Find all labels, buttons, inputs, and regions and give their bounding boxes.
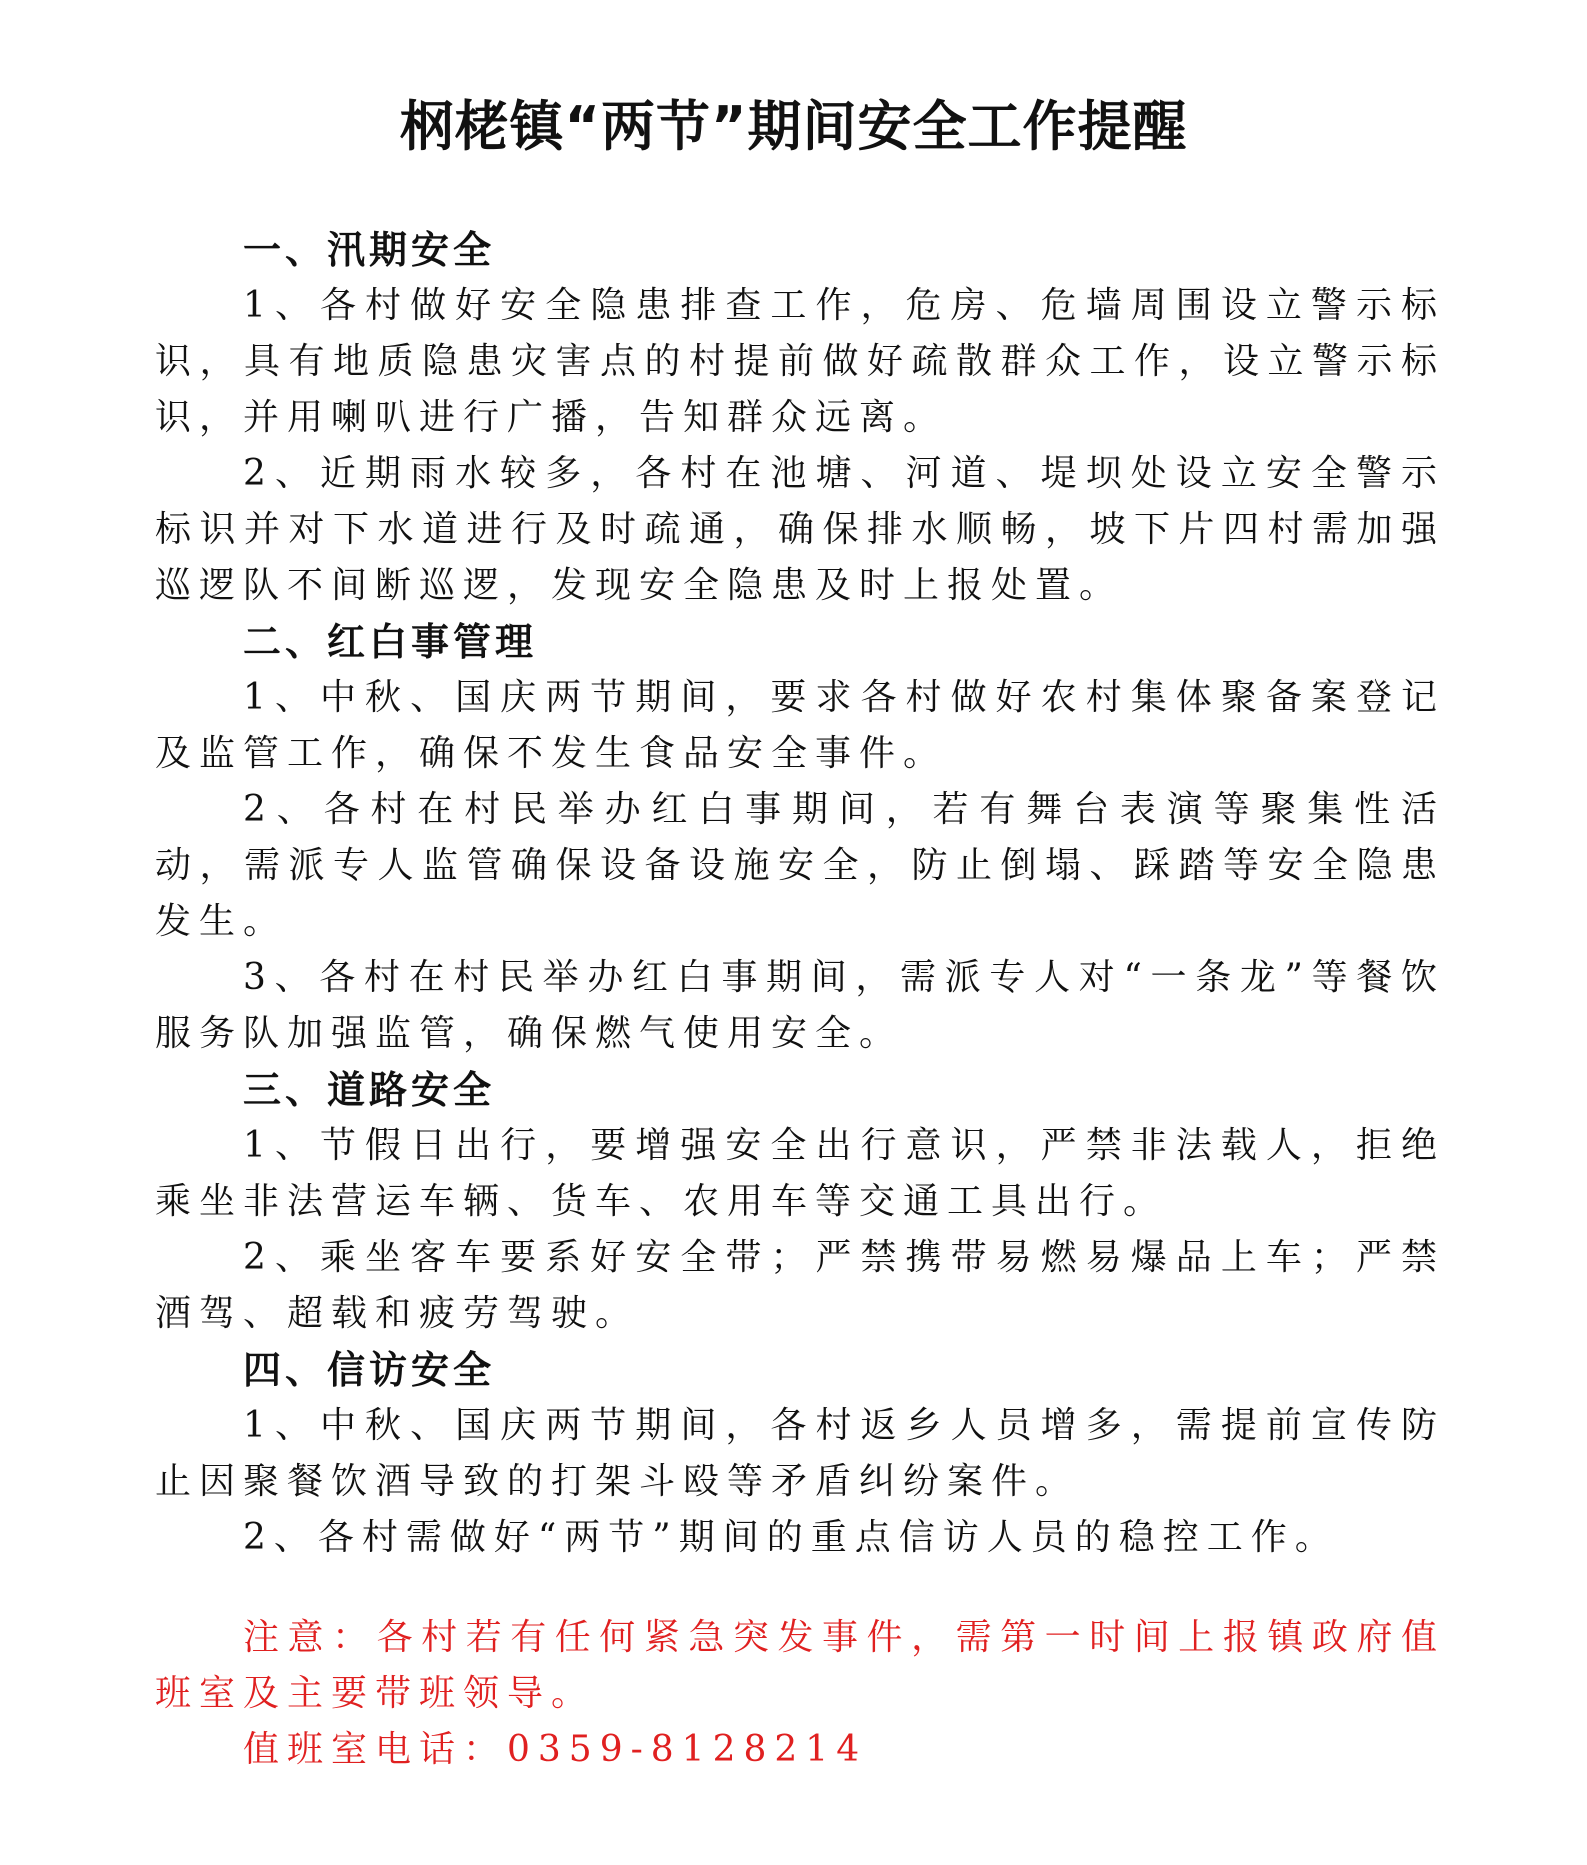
- section-item: 2、近期雨水较多，各村在池塘、河道、堤坝处设立安全警示标识并对下水道进行及时疏通，确保排水顺畅，坡下片四村需加强巡逻队不间断巡逻，发现安全隐患及时上报处置。: [155, 453, 1445, 606]
- document-body: [155, 222, 1445, 1566]
- section-heading: 四、信访安全: [243, 1348, 496, 1392]
- document-title: 㭎栳镇“两节”期间安全工作提醒: [399, 95, 1188, 158]
- notice-text: 注意：各村若有任何紧急突发事件，需第一时间上报镇政府值班室及主要带班领导。: [155, 1617, 1445, 1714]
- section-item: 2、各村需做好“两节”期间的重点信访人员的稳控工作。: [243, 1517, 1339, 1558]
- notice-block: [155, 1610, 1445, 1778]
- section-item: 1、中秋、国庆两节期间，要求各村做好农村集体聚备案登记及监管工作，确保不发生食品安全事件。: [155, 677, 1445, 774]
- duty-phone: 值班室电话：0359-8128214: [243, 1729, 868, 1770]
- section-item: 2、各村在村民举办红白事期间，若有舞台表演等聚集性活动，需派专人监管确保设备设施安全，防止倒塌、踩踏等安全隐患发生。: [155, 789, 1445, 942]
- section-item: 2、乘坐客车要系好安全带；严禁携带易燃易爆品上车；严禁酒驾、超载和疲劳驾驶。: [155, 1237, 1445, 1334]
- section-heading: 一、汛期安全: [243, 228, 496, 272]
- section-item: 1、各村做好安全隐患排查工作，危房、危墙周围设立警示标识，具有地质隐患灾害点的村提前做好疏散群众工作，设立警示标识，并用喇叭进行广播，告知群众远离。: [155, 285, 1445, 438]
- section-item: 1、中秋、国庆两节期间，各村返乡人员增多，需提前宣传防止因聚餐饮酒导致的打架斗殴等矛盾纠纷案件。: [155, 1405, 1445, 1502]
- section-heading: 三、道路安全: [243, 1068, 496, 1112]
- section-item: 3、各村在村民举办红白事期间，需派专人对“一条龙”等餐饮服务队加强监管，确保燃气使用安全。: [155, 957, 1445, 1054]
- section-item: 1、节假日出行，要增强安全出行意识，严禁非法载人，拒绝乘坐非法营运车辆、货车、农用车等交通工具出行。: [155, 1125, 1445, 1222]
- section-heading: 二、红白事管理: [243, 620, 538, 664]
